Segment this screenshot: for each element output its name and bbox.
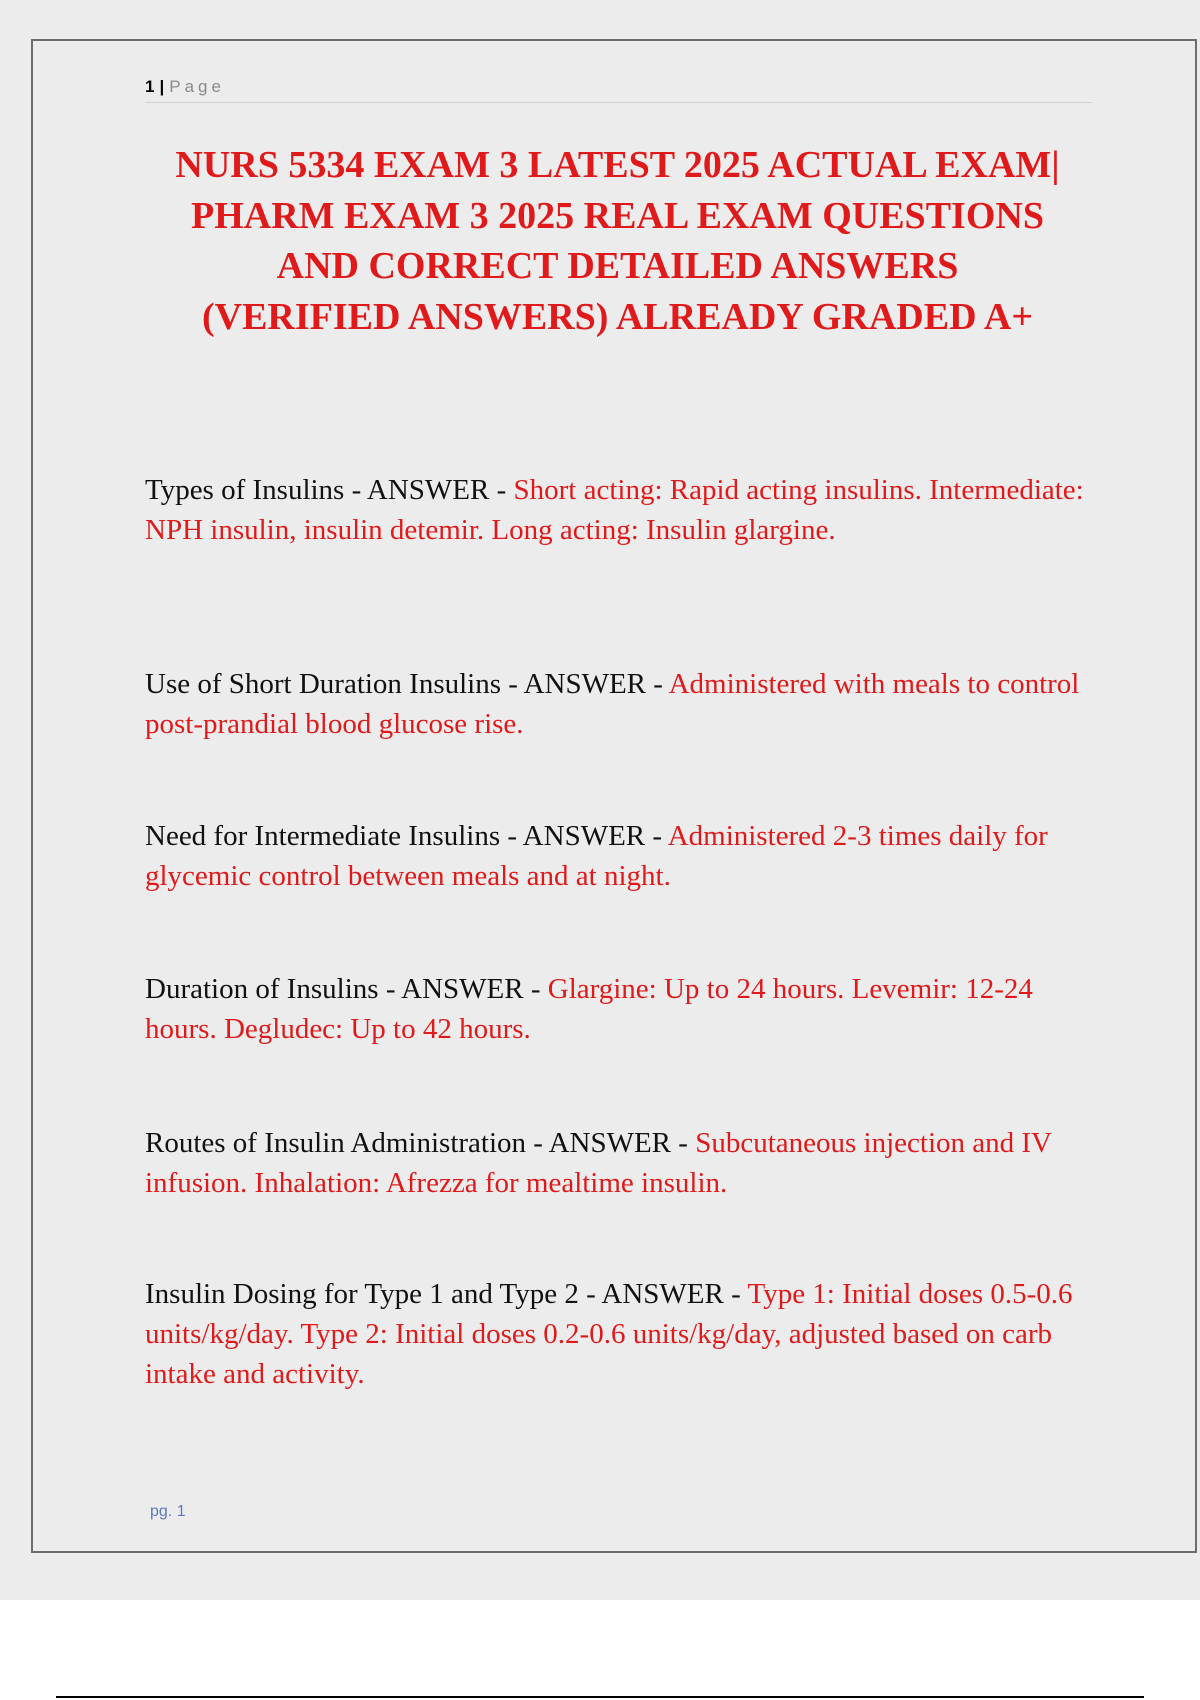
qa-answer: Type 1: Initial doses 0.5-0.6 units/kg/day. Type 2: Initial doses 0.2-0.6 units/kg/day, adjusted based on carb intake and activity.	[145, 1278, 1073, 1390]
qa-answer: Administered 2-3 times daily for glycemic control between meals and at night.	[145, 820, 1048, 892]
qa-question: Use of Short Duration Insulins - ANSWER -	[145, 668, 669, 700]
qa-question: Need for Intermediate Insulins - ANSWER -	[145, 820, 668, 852]
qa-question: Types of Insulins - ANSWER -	[145, 474, 514, 506]
title-line-3: AND CORRECT DETAILED ANSWERS	[276, 245, 959, 287]
page-footer: pg. 1	[150, 1503, 186, 1520]
qa-question: Routes of Insulin Administration - ANSWER -	[145, 1127, 696, 1159]
qa-answer: Administered with meals to control post-prandial blood glucose rise.	[145, 668, 1080, 740]
page-header	[145, 72, 1092, 103]
qa-item-short-duration-insulins	[145, 664, 1095, 744]
title-line-2: PHARM EXAM 3 2025 REAL EXAM QUESTIONS	[191, 194, 1044, 237]
qa-question: Duration of Insulins - ANSWER -	[145, 973, 548, 1005]
qa-question: Insulin Dosing for Type 1 and Type 2 - ANSWER -	[145, 1278, 748, 1310]
bottom-divider	[56, 1696, 1144, 1698]
title-line-1: NURS 5334 EXAM 3 LATEST 2025 ACTUAL EXAM|	[175, 144, 1060, 186]
qa-answer: Short acting: Rapid acting insulins. Intermediate: NPH insulin, insulin detemir. Long acting: Insulin glargine.	[145, 474, 1084, 546]
qa-item-types-of-insulins	[145, 470, 1095, 550]
header-page-number: 1	[145, 77, 156, 96]
qa-item-duration-of-insulins	[145, 969, 1095, 1049]
document-title	[140, 140, 1095, 342]
qa-answer: Subcutaneous injection and IV infusion. Inhalation: Afrezza for mealtime insulin.	[145, 1127, 1052, 1199]
qa-item-insulin-dosing	[145, 1274, 1095, 1394]
qa-answer: Glargine: Up to 24 hours. Levemir: 12-24 hours. Degludec: Up to 42 hours.	[145, 973, 1033, 1045]
header-page-word: Page	[169, 77, 225, 96]
title-line-4: (VERIFIED ANSWERS) ALREADY GRADED A+	[201, 295, 1034, 338]
header-separator: |	[159, 77, 166, 96]
qa-item-routes-of-administration	[145, 1123, 1095, 1203]
qa-item-intermediate-insulins	[145, 816, 1095, 896]
